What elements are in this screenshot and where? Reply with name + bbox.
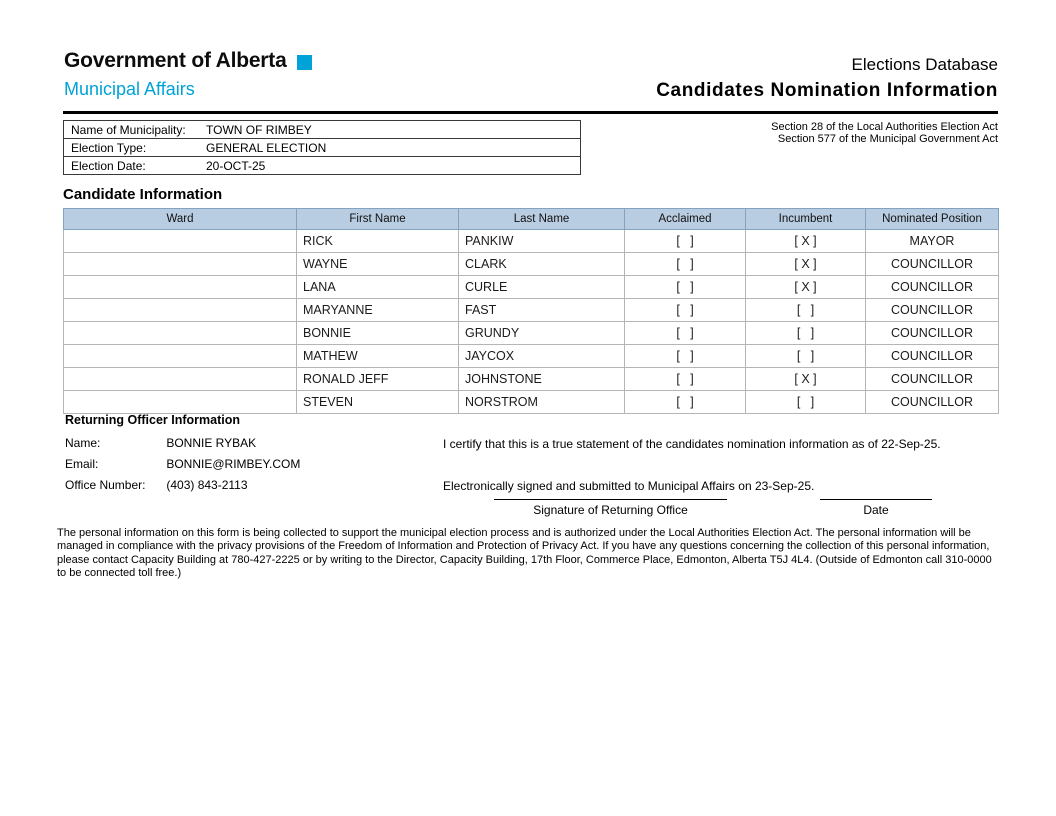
ward-cell [64,253,297,276]
ward-cell [64,276,297,299]
acclaimed-checkbox: [ ] [625,276,746,299]
column-header: Acclaimed [625,209,746,230]
last-name-cell: PANKIW [459,230,625,253]
certification-statement: I certify that this is a true statement of the candidates nomination information as of 22-Sep-25. [443,437,941,451]
info-value: TOWN OF RIMBEY [206,123,312,137]
acclaimed-checkbox: [ ] [625,230,746,253]
legal-reference-line: Section 577 of the Municipal Government Act [777,133,998,145]
ward-cell [64,322,297,345]
ward-cell [64,345,297,368]
info-value: GENERAL ELECTION [206,141,327,155]
acclaimed-checkbox: [ ] [625,322,746,345]
incumbent-checkbox: [ X ] [746,368,866,391]
incumbent-checkbox: [ X ] [746,253,866,276]
returning-officer-field-row [65,457,300,478]
nominated-position-cell: COUNCILLOR [866,391,999,414]
first-name-cell: RICK [297,230,459,253]
ward-cell [64,299,297,322]
incumbent-checkbox: [ ] [746,391,866,414]
government-logo [64,49,312,100]
returning-officer-fields [65,436,300,499]
signature-line: Signature of Returning Office [494,499,727,517]
returning-officer-field-row [65,436,300,457]
returning-officer-field-row [65,478,300,499]
candidate-table [63,208,999,414]
database-title: Elections Database [851,55,998,74]
privacy-notice: The personal information on this form is being collected to support the municipal election process and is authorized under the Local Authorities Election Act. The personal information will be managed in compliance with the privacy provisions of the Freedom of Information and Protection of Privacy Act. If you have any questions concerning the collection of this personal information, please contact Capacity Building at 780-427-2225 or by writing to the Director, Capacity Building, 17th Floor, Commerce Place, Edmonton, Alberta T5J 4L4. (Outside of Edmonton call 310-0000 to be connected toll free.) [57,527,992,580]
first-name-cell: LANA [297,276,459,299]
last-name-cell: JAYCOX [459,345,625,368]
acclaimed-checkbox: [ ] [625,368,746,391]
org-title: Government of Alberta [64,49,287,72]
first-name-cell: BONNIE [297,322,459,345]
ward-cell [64,368,297,391]
column-header: Last Name [459,209,625,230]
column-header: First Name [297,209,459,230]
acclaimed-checkbox: [ ] [625,253,746,276]
candidate-row [64,253,999,276]
nominated-position-cell: COUNCILLOR [866,253,999,276]
legal-references [598,121,998,145]
candidate-table-header-row [64,209,999,230]
alberta-brand-square-icon [297,55,312,70]
municipality-info-row [64,139,580,157]
candidate-row [64,276,999,299]
field-value: BONNIE RYBAK [166,436,257,450]
incumbent-checkbox: [ ] [746,299,866,322]
last-name-cell: NORSTROM [459,391,625,414]
nominated-position-cell: MAYOR [866,230,999,253]
nominated-position-cell: COUNCILLOR [866,322,999,345]
municipality-info-row [64,121,580,139]
first-name-cell: WAYNE [297,253,459,276]
last-name-cell: JOHNSTONE [459,368,625,391]
ward-cell [64,391,297,414]
candidate-table-container [63,208,998,414]
candidate-row [64,391,999,414]
field-label: Office Number: [65,478,146,492]
candidate-row [64,299,999,322]
info-label: Name of Municipality: [71,123,186,137]
column-header: Ward [64,209,297,230]
incumbent-checkbox: [ ] [746,322,866,345]
incumbent-checkbox: [ X ] [746,230,866,253]
column-header: Incumbent [746,209,866,230]
ward-cell [64,230,297,253]
info-label: Election Date: [71,159,146,173]
field-value: BONNIE@RIMBEY.COM [166,457,301,471]
candidate-row [64,368,999,391]
field-label: Email: [65,457,99,471]
nominated-position-cell: COUNCILLOR [866,368,999,391]
last-name-cell: CURLE [459,276,625,299]
first-name-cell: RONALD JEFF [297,368,459,391]
date-line: Date [820,499,932,517]
returning-officer-heading: Returning Officer Information [65,413,240,427]
header-divider [63,111,998,114]
acclaimed-checkbox: [ ] [625,391,746,414]
info-label: Election Type: [71,141,147,155]
acclaimed-checkbox: [ ] [625,299,746,322]
nominated-position-cell: COUNCILLOR [866,276,999,299]
acclaimed-checkbox: [ ] [625,345,746,368]
municipality-info-row [64,157,580,174]
last-name-cell: CLARK [459,253,625,276]
first-name-cell: MARYANNE [297,299,459,322]
nominated-position-cell: COUNCILLOR [866,345,999,368]
candidate-row [64,345,999,368]
document-titles [598,55,998,102]
submission-statement: Electronically signed and submitted to Municipal Affairs on 23-Sep-25. [443,479,815,493]
first-name-cell: MATHEW [297,345,459,368]
incumbent-checkbox: [ ] [746,345,866,368]
info-value: 20-OCT-25 [206,159,266,173]
first-name-cell: STEVEN [297,391,459,414]
legal-reference-line: Section 28 of the Local Authorities Election Act [771,121,998,133]
nominated-position-cell: COUNCILLOR [866,299,999,322]
candidate-information-heading: Candidate Information [63,186,223,203]
last-name-cell: GRUNDY [459,322,625,345]
department-title: Municipal Affairs [64,79,195,99]
municipality-info-box [63,120,581,175]
page-title: Candidates Nomination Information [656,80,998,101]
candidate-row [64,322,999,345]
incumbent-checkbox: [ X ] [746,276,866,299]
last-name-cell: FAST [459,299,625,322]
field-label: Name: [65,436,101,450]
candidate-row [64,230,999,253]
field-value: (403) 843-2113 [166,478,248,492]
column-header: Nominated Position [866,209,999,230]
